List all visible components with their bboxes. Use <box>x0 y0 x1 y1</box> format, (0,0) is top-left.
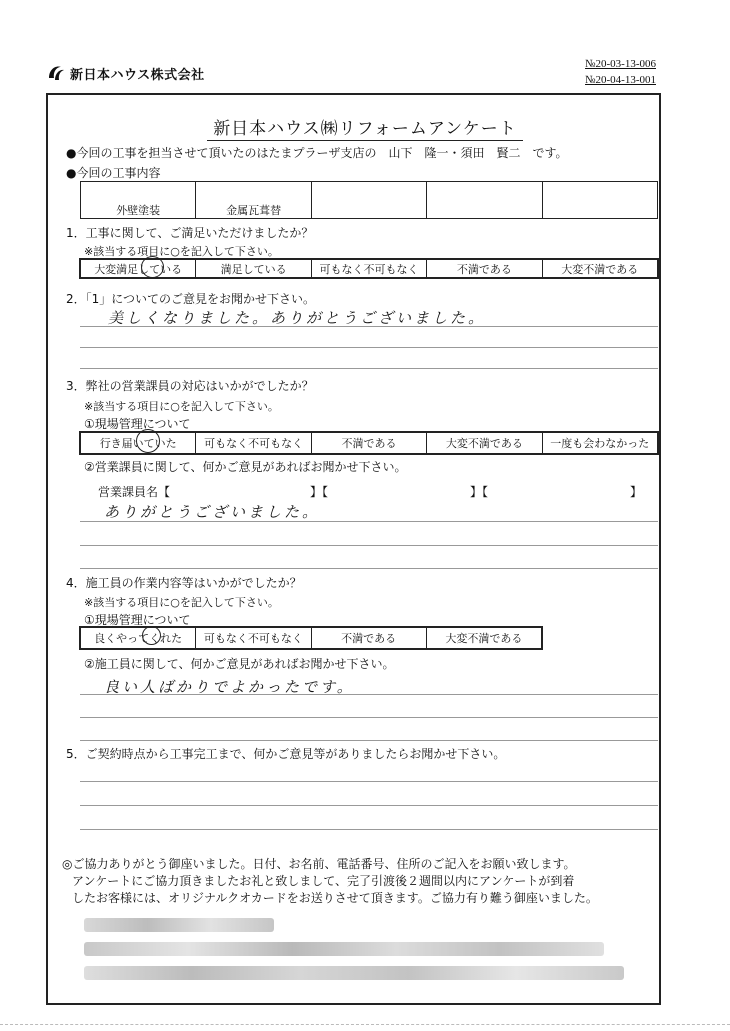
q4-option-1: 良くやってくれた <box>81 628 196 649</box>
q1-option-1: 大変満足している <box>81 260 196 278</box>
footer-line-1: ◎ご協力ありがとう御座いました。日付、お名前、電話番号、住所のご記入をお願い致します。 <box>62 857 576 871</box>
work-item-1: 外壁塗装 <box>81 182 196 219</box>
q3-sub1: ①現場管理について <box>84 417 191 431</box>
company-logo <box>46 62 205 84</box>
redacted-info-3 <box>84 966 624 980</box>
q3-options <box>80 432 658 454</box>
q1-option-4: 不満である <box>427 260 542 278</box>
q4-line-1 <box>80 694 658 695</box>
q3-question: 3．弊社の営業課員の対応はいかがでしたか？ <box>66 379 314 393</box>
q3-sub2: ②営業課員に関して、何かご意見があればお聞かせ下さい。 <box>84 460 407 474</box>
q1-option-3: 可もなく不可もなく <box>311 260 426 278</box>
q3-option-3: 不満である <box>311 433 426 454</box>
q1-options <box>80 259 658 278</box>
q1-question: 1．工事に関して、ご満足いただけましたか？ <box>66 226 314 240</box>
q3-note: ※該当する項目に○を記入して下さい。 <box>84 400 279 413</box>
q3-selection-circle <box>136 429 160 453</box>
q1-option-5: 大変不満である <box>542 260 657 278</box>
q3-option-2: 可もなく不可もなく <box>196 433 311 454</box>
company-logo-icon <box>46 63 66 83</box>
q4-line-3 <box>80 740 658 741</box>
company-name: 新日本ハウス株式会社 <box>70 67 205 83</box>
q3-bracket-end: 】 <box>630 485 643 499</box>
q5-line-2 <box>80 805 658 806</box>
work-content-label: ●今回の工事内容 <box>66 166 161 180</box>
document-number-2: №20-04-13-001 <box>585 74 656 86</box>
q4-sub2: ②施工員に関して、何かご意見があればお聞かせ下さい。 <box>84 657 395 671</box>
q4-option-2: 可もなく不可もなく <box>196 628 311 649</box>
q3-line-3 <box>80 568 658 569</box>
q4-selection-circle <box>142 626 161 645</box>
q3-option-4: 大変不満である <box>427 433 542 454</box>
q4-sub1: ①現場管理について <box>84 613 191 627</box>
work-content-table <box>80 181 658 219</box>
q2-question: 2．「1」についてのご意見をお聞かせ下さい。 <box>66 292 316 306</box>
q5-line-1 <box>80 781 658 782</box>
document-number-1: №20-03-13-006 <box>585 58 656 70</box>
q4-option-4: 大変不満である <box>426 628 541 649</box>
q1-selection-circle <box>141 256 164 278</box>
q4-question: 4．施工員の作業内容等はいかがでしたか？ <box>66 576 302 590</box>
redacted-info-2 <box>84 942 604 956</box>
q3-bracket-1: 】【 <box>310 485 329 499</box>
redacted-info-1 <box>84 918 274 932</box>
q3-line-1 <box>80 521 658 522</box>
q1-note: ※該当する項目に○を記入して下さい。 <box>84 245 279 258</box>
work-item-3 <box>311 182 426 219</box>
page-bottom-edge <box>0 1024 730 1025</box>
q3-answer: ありがとうございました。 <box>104 503 321 521</box>
q2-line-2 <box>80 347 658 348</box>
q5-question: 5．ご契約時点から工事完工まで、何かご意見等がありましたらお聞かせ下さい。 <box>66 747 506 761</box>
q2-line-1 <box>80 326 658 327</box>
q3-option-1: 行き届いていた <box>81 433 196 454</box>
q4-option-3: 不満である <box>311 628 426 649</box>
q1-option-2: 満足している <box>196 260 311 278</box>
q4-answer: 良い人ばかりでよかったです。 <box>104 678 355 696</box>
q2-line-3 <box>80 368 658 369</box>
intro-text: ●今回の工事を担当させて頂いたのはたまプラーザ支店の 山下 隆一・須田 賢二 です。 <box>66 146 568 160</box>
q5-line-3 <box>80 829 658 830</box>
q2-answer: 美しくなりました。ありがとうございました。 <box>108 309 487 327</box>
q3-bracket-2: 】【 <box>470 485 489 499</box>
q4-line-2 <box>80 717 658 718</box>
q3-line-2 <box>80 545 658 546</box>
work-item-2: 金属瓦葺替 <box>196 182 311 219</box>
form-title: 新日本ハウス㈱リフォームアンケート <box>0 114 730 139</box>
footer-line-3: したお客様には、オリジナルクオカードをお送りさせて頂きます。ご協力有り難う御座いました。 <box>72 891 598 905</box>
work-item-4 <box>427 182 542 219</box>
footer-line-2: アンケートにご協力頂きましたお礼と致しまして、完了引渡後２週間以内にアンケートが到着 <box>72 874 575 888</box>
q3-option-5: 一度も会わなかった <box>542 433 657 454</box>
q4-note: ※該当する項目に○を記入して下さい。 <box>84 596 279 609</box>
q3-staff-label: 営業課員名【 <box>98 485 171 499</box>
work-item-5 <box>542 182 657 219</box>
